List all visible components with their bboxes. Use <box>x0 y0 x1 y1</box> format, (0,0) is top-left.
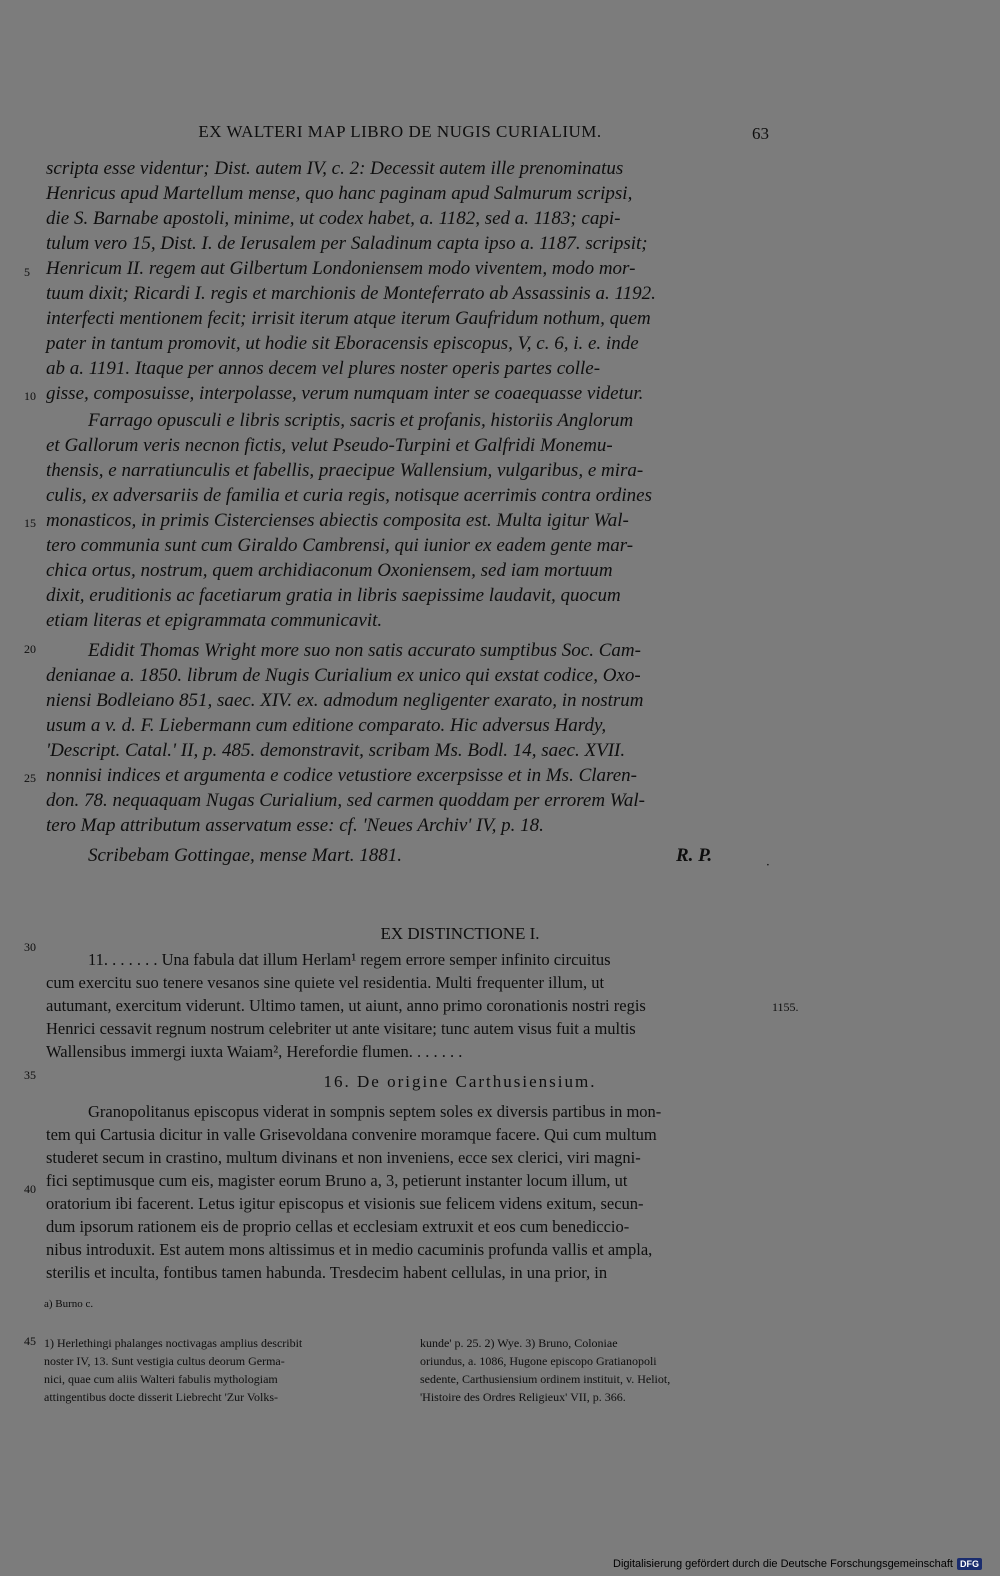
section-heading: EX DISTINCTIONE I. <box>380 924 540 943</box>
intro-line: etiam literas et epigrammata communicavit. <box>46 610 383 631</box>
intro-line: tero Map attributum asservatum esse: cf. 'Neues Archiv' IV, p. 18. <box>46 815 544 836</box>
text-line: dum ipsorum rationem eis de proprio cellas et ecclesiam extruxit et eos cum benediccio- <box>46 1217 630 1236</box>
text-line: autumant, exercitum viderunt. Ultimo tamen, ut aiunt, anno primo coronationis nostri regis <box>46 996 646 1015</box>
intro-line: monasticos, in primis Cistercienses abiectis composita est. Multa igitur Wal- <box>46 510 629 531</box>
digitization-footer <box>613 1558 982 1570</box>
line-number: 40 <box>24 1182 36 1196</box>
footnote-line: attingentibus docte disserit Liebrecht 'Zur Volks- <box>44 1390 279 1404</box>
variant-note: a) Burno c. <box>44 1298 94 1310</box>
text-line: oratorium ibi facerent. Letus igitur episcopus et visionis sue felicem videns exitum, secun- <box>46 1194 644 1213</box>
intro-line: nonnisi indices et argumenta e codice vetustiore excerpsisse et in Ms. Claren- <box>46 765 637 786</box>
intro-line: don. 78. nequaquam Nugas Curialium, sed carmen quoddam per errorem Wal- <box>46 790 646 811</box>
stray-mark: · <box>766 858 770 872</box>
text-line: Wallensibus immergi iuxta Waiam², Herefordie flumen. . . . . . . <box>46 1042 463 1061</box>
footer-text: Digitalisierung gefördert durch die Deutsche Forschungsgemeinschaft <box>613 1558 953 1570</box>
intro-line: dixit, eruditionis ac facetiarum gratia in libris saepissime laudavit, quocum <box>46 585 621 606</box>
running-head: EX WALTERI MAP LIBRO DE NUGIS CURIALIUM. <box>198 122 602 141</box>
text-line: Granopolitanus episcopus viderat in sompnis septem soles ex diversis partibus in mon- <box>88 1102 662 1121</box>
line-number: 45 <box>24 1334 36 1348</box>
margin-year: 1155. <box>772 1000 799 1014</box>
intro-line: 'Descript. Catal.' II, p. 485. demonstravit, scribam Ms. Bodl. 14, saec. XVII. <box>46 740 626 761</box>
intro-line: culis, ex adversariis de familia et curia regis, notisque acerrimis contra ordines <box>46 485 652 506</box>
footnote-line: nici, quae cum aliis Walteri fabulis mythologiam <box>44 1372 278 1386</box>
intro-line: usum a v. d. F. Liebermann cum editione comparato. Hic adversus Hardy, <box>46 715 607 736</box>
footnote-line: 'Histoire des Ordres Religieux' VII, p. 366. <box>420 1390 626 1404</box>
text-line: fici septimusque cum eis, magister eorum Bruno a, 3, petierunt instanter locum illum, ut <box>46 1171 628 1190</box>
intro-line: Henricus apud Martellum mense, quo hanc paginam apud Salmurum scripsi, <box>46 183 633 204</box>
footnote-line: noster IV, 13. Sunt vestigia cultus deorum Germa- <box>44 1354 285 1368</box>
intro-line: Scribebam Gottingae, mense Mart. 1881. <box>88 845 402 866</box>
line-number: 25 <box>24 771 36 785</box>
footnote-line: kunde' p. 25. 2) Wye. 3) Bruno, Coloniae <box>420 1336 618 1350</box>
text-line: 11. . . . . . . Una fabula dat illum Herlam¹ regem errore semper infinito circuitus <box>88 950 611 969</box>
line-number: 10 <box>24 389 36 403</box>
intro-line: chica ortus, nostrum, quem archidiaconum Oxoniensem, sed iam mortuum <box>46 560 613 581</box>
intro-line: gisse, composuisse, interpolasse, verum numquam inter se coaequasse videtur. <box>46 383 644 404</box>
line-number: 15 <box>24 516 36 530</box>
line-number: 20 <box>24 642 36 656</box>
text-line: sterilis et inculta, fontibus tamen habunda. Tresdecim habent cellulas, in una prior, in <box>46 1263 608 1282</box>
intro-line: scripta esse videntur; Dist. autem IV, c. 2: Decessit autem ille prenominatus <box>46 158 624 179</box>
intro-line: et Gallorum veris necnon fictis, velut Pseudo-Turpini et Galfridi Monemu- <box>46 435 613 456</box>
intro-line: tuum dixit; Ricardi I. regis et marchionis de Monteferrato ab Assassinis a. 1192. <box>46 283 656 304</box>
line-number: 30 <box>24 940 36 954</box>
intro-line: pater in tantum promovit, ut hodie sit Eboracensis episcopus, V, c. 6, i. e. inde <box>46 333 639 354</box>
text-line: nibus introduxit. Est autem mons altissimus et in medio cacuminis profunda vallis et ampla, <box>46 1240 653 1259</box>
footnote-line: 1) Herlethingi phalanges noctivagas amplius describit <box>44 1336 303 1350</box>
line-number: 35 <box>24 1068 36 1082</box>
footnote-line: sedente, Carthusiensium ordinem instituit, v. Heliot, <box>420 1372 671 1386</box>
dfg-logo-icon: DFG <box>957 1558 982 1570</box>
text-line: Henrici cessavit regnum nostrum celebriter ut ante visitare; tunc autem visus fuit a multis <box>46 1019 636 1038</box>
subheading: 16. De origine Carthusiensium. <box>323 1072 597 1091</box>
intro-line: thensis, e narratiunculis et fabellis, praecipue Wallensium, vulgaribus, e mira- <box>46 460 644 481</box>
intro-line: Edidit Thomas Wright more suo non satis accurato sumptibus Soc. Cam- <box>88 640 641 661</box>
footnote-line: oriundus, a. 1086, Hugone episcopo Gratianopoli <box>420 1354 657 1368</box>
intro-line: Farrago opusculi e libris scriptis, sacris et profanis, historiis Anglorum <box>88 410 634 431</box>
signature: R. P. <box>676 845 713 866</box>
intro-line: Henricum II. regem aut Gilbertum Londoniensem modo viventem, modo mor- <box>46 258 636 279</box>
intro-line: tero communia sunt cum Giraldo Cambrensi, qui iunior ex eadem gente mar- <box>46 535 634 556</box>
line-number: 5 <box>24 265 30 279</box>
intro-line: niensi Bodleiano 851, saec. XIV. ex. admodum negligenter exarato, in nostrum <box>46 690 644 711</box>
intro-line: denianae a. 1850. librum de Nugis Curialium ex unico qui exstat codice, Oxo- <box>46 665 641 686</box>
intro-line: interfecti mentionem fecit; irrisit iterum atque iterum Gaufridum nothum, quem <box>46 308 651 329</box>
intro-line: tulum vero 15, Dist. I. de Ierusalem per Saladinum capta ipso a. 1187. scripsit; <box>46 233 648 254</box>
intro-line: ab a. 1191. Itaque per annos decem vel plures noster operis partes colle- <box>46 358 601 379</box>
text-line: tem qui Cartusia dicitur in valle Grisevoldana convenire moramque facere. Qui cum multum <box>46 1125 657 1144</box>
text-line: cum exercitu suo tenere vesanos sine quiete vel residentia. Multi frequenter illum, ut <box>46 973 605 992</box>
text-line: studeret secum in crastino, multum divinans et non inveniens, ecce sex clerici, viri magni- <box>46 1148 641 1167</box>
page-number: 63 <box>752 124 769 143</box>
intro-line: die S. Barnabe apostoli, minime, ut codex habet, a. 1182, sed a. 1183; capi- <box>46 208 621 229</box>
